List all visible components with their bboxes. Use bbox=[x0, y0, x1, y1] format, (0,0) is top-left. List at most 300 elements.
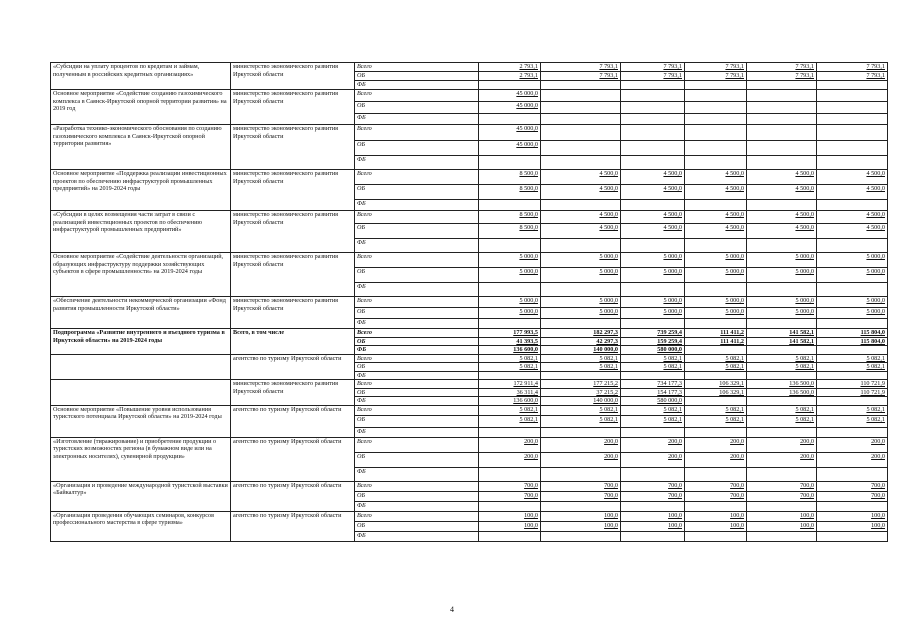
amount-cell bbox=[747, 371, 817, 380]
amount-cell bbox=[621, 125, 685, 141]
amount-cell bbox=[479, 380, 541, 389]
amount-value: 5 082,1 bbox=[519, 363, 538, 370]
amount-cell bbox=[817, 308, 888, 319]
amount-cell bbox=[747, 253, 817, 268]
amount-value: 45 000,0 bbox=[516, 141, 538, 148]
amount-value: 7 793,1 bbox=[725, 72, 744, 79]
funding-source: ОБ bbox=[355, 388, 479, 397]
amount-value: 200,0 bbox=[524, 452, 538, 460]
amount-cell bbox=[747, 491, 817, 501]
amount-cell bbox=[541, 405, 621, 415]
amount-cell bbox=[621, 90, 685, 102]
funding-source: Всего bbox=[355, 511, 479, 521]
amount-cell bbox=[479, 452, 541, 467]
amount-value: 5 082,1 bbox=[599, 363, 618, 370]
amount-cell bbox=[747, 63, 817, 72]
amount-value: 5 000,0 bbox=[866, 268, 885, 275]
amount-value: 700,0 bbox=[604, 491, 618, 499]
table-row bbox=[51, 211, 888, 224]
amount-value: 5 082,1 bbox=[663, 363, 682, 370]
amount-cell bbox=[747, 211, 817, 224]
amount-cell bbox=[747, 531, 817, 541]
activity-description: Подпрограмма «Развитие внутреннего и въездного туризма в Иркутской области» на 2019-2024 годы bbox=[51, 329, 231, 355]
activity-description bbox=[51, 380, 231, 406]
amount-cell bbox=[621, 268, 685, 283]
amount-cell bbox=[747, 308, 817, 319]
amount-cell bbox=[817, 467, 888, 481]
amount-cell bbox=[541, 380, 621, 389]
funding-source: ФБ bbox=[355, 371, 479, 380]
amount-cell bbox=[747, 283, 817, 297]
amount-value: 5 082,1 bbox=[795, 363, 814, 370]
amount-value: 140 000,0 bbox=[593, 397, 618, 404]
amount-value: 106 329,1 bbox=[719, 380, 744, 387]
amount-cell bbox=[747, 141, 817, 156]
amount-cell bbox=[685, 170, 747, 185]
amount-cell bbox=[479, 170, 541, 185]
amount-value: 136 500,0 bbox=[789, 380, 814, 387]
funding-source: Всего bbox=[355, 63, 479, 72]
amount-cell bbox=[621, 501, 685, 511]
funding-source: ОБ bbox=[355, 102, 479, 114]
table-row bbox=[51, 380, 888, 389]
amount-cell bbox=[685, 211, 747, 224]
amount-cell bbox=[621, 346, 685, 355]
amount-cell bbox=[621, 239, 685, 253]
amount-cell bbox=[479, 268, 541, 283]
amount-cell bbox=[685, 114, 747, 125]
amount-value: 5 082,1 bbox=[663, 415, 682, 423]
amount-cell bbox=[685, 90, 747, 102]
amount-value: 111 411,2 bbox=[720, 329, 744, 336]
funding-source: ОБ bbox=[355, 72, 479, 81]
amount-cell bbox=[817, 211, 888, 224]
amount-value: 2 793,1 bbox=[519, 63, 538, 70]
amount-value: 100,0 bbox=[604, 521, 618, 529]
amount-cell bbox=[817, 141, 888, 156]
amount-value: 136 500,0 bbox=[789, 388, 814, 396]
amount-value: 177 993,5 bbox=[513, 329, 538, 336]
amount-value: 4 500,0 bbox=[725, 211, 744, 218]
amount-cell bbox=[747, 511, 817, 521]
amount-value: 37 215,2 bbox=[596, 388, 618, 396]
amount-cell bbox=[817, 156, 888, 170]
funding-source: Всего bbox=[355, 211, 479, 224]
amount-value: 110 721,9 bbox=[860, 380, 885, 387]
amount-value: 5 082,1 bbox=[725, 354, 744, 362]
amount-value: 182 297,3 bbox=[593, 329, 618, 336]
activity-description: Основное мероприятие «Поддержка реализации инвестиционных проектов по обеспечению инфраструктурой промышленных предприятий» на 2019-2024 годы bbox=[51, 170, 231, 211]
amount-cell bbox=[817, 72, 888, 81]
funding-source: Всего bbox=[355, 125, 479, 141]
amount-value: 4 500,0 bbox=[663, 170, 682, 177]
amount-cell bbox=[685, 125, 747, 141]
amount-cell bbox=[621, 491, 685, 501]
responsible-executor: министерство экономического развития Иркутской области bbox=[231, 253, 355, 297]
funding-source: Всего bbox=[355, 297, 479, 308]
amount-value: 2 793,1 bbox=[519, 72, 538, 79]
amount-value: 734 177,3 bbox=[657, 380, 682, 387]
amount-cell bbox=[747, 388, 817, 397]
amount-cell bbox=[817, 268, 888, 283]
amount-cell bbox=[479, 253, 541, 268]
amount-cell bbox=[621, 224, 685, 239]
amount-cell bbox=[817, 102, 888, 114]
amount-value: 200,0 bbox=[730, 437, 744, 445]
responsible-executor: Всего, в том числе bbox=[231, 329, 355, 355]
amount-value: 5 082,1 bbox=[725, 415, 744, 423]
amount-cell bbox=[817, 90, 888, 102]
responsible-executor: министерство экономического развития Иркутской области bbox=[231, 211, 355, 253]
amount-value: 700,0 bbox=[668, 481, 682, 489]
amount-value: 4 500,0 bbox=[795, 170, 814, 177]
amount-cell bbox=[747, 200, 817, 211]
responsible-executor: министерство экономического развития Иркутской области bbox=[231, 63, 355, 90]
amount-cell bbox=[541, 81, 621, 90]
funding-source: ОБ bbox=[355, 452, 479, 467]
amount-cell bbox=[817, 371, 888, 380]
amount-cell bbox=[541, 437, 621, 452]
amount-cell bbox=[685, 405, 747, 415]
amount-cell bbox=[479, 346, 541, 355]
amount-cell bbox=[747, 81, 817, 90]
amount-value: 140 000,0 bbox=[593, 346, 618, 353]
funding-source: ФБ bbox=[355, 467, 479, 481]
amount-cell bbox=[479, 141, 541, 156]
amount-cell bbox=[621, 102, 685, 114]
amount-cell bbox=[817, 297, 888, 308]
amount-cell bbox=[541, 467, 621, 481]
activity-description: «Обеспечение деятельности некоммерческой организации «Фонд развития промышленности Иркутской области» bbox=[51, 297, 231, 329]
amount-value: 5 000,0 bbox=[599, 297, 618, 304]
amount-cell bbox=[817, 511, 888, 521]
amount-cell bbox=[541, 491, 621, 501]
amount-cell bbox=[621, 452, 685, 467]
amount-cell bbox=[817, 81, 888, 90]
amount-cell bbox=[817, 114, 888, 125]
amount-cell bbox=[541, 427, 621, 437]
amount-cell bbox=[479, 397, 541, 406]
amount-value: 5 000,0 bbox=[866, 308, 885, 315]
amount-cell bbox=[479, 239, 541, 253]
amount-cell bbox=[747, 452, 817, 467]
amount-cell bbox=[541, 501, 621, 511]
amount-cell bbox=[541, 268, 621, 283]
amount-cell bbox=[817, 125, 888, 141]
table-row bbox=[51, 297, 888, 308]
amount-cell bbox=[817, 363, 888, 372]
amount-cell bbox=[541, 72, 621, 81]
amount-cell bbox=[747, 437, 817, 452]
amount-cell bbox=[541, 521, 621, 531]
amount-cell bbox=[817, 200, 888, 211]
amount-cell bbox=[685, 253, 747, 268]
amount-value: 5 000,0 bbox=[866, 253, 885, 260]
amount-cell bbox=[479, 90, 541, 102]
amount-value: 700,0 bbox=[730, 491, 744, 499]
amount-cell bbox=[747, 405, 817, 415]
amount-value: 5 000,0 bbox=[599, 268, 618, 275]
amount-cell bbox=[479, 156, 541, 170]
activity-description: «Субсидии на уплату процентов по кредитам и займам, полученным в российских кредитных организациях» bbox=[51, 63, 231, 90]
amount-cell bbox=[747, 380, 817, 389]
amount-value: 8 500,0 bbox=[519, 170, 538, 177]
funding-source: ОБ bbox=[355, 141, 479, 156]
amount-value: 4 500,0 bbox=[795, 185, 814, 192]
amount-value: 5 082,1 bbox=[795, 415, 814, 423]
amount-cell bbox=[685, 268, 747, 283]
funding-source: ОБ bbox=[355, 224, 479, 239]
amount-value: 7 793,1 bbox=[866, 63, 885, 70]
amount-value: 5 000,0 bbox=[519, 297, 538, 304]
amount-cell bbox=[541, 297, 621, 308]
amount-cell bbox=[541, 415, 621, 427]
responsible-executor: министерство экономического развития Иркутской области bbox=[231, 380, 355, 406]
amount-cell bbox=[817, 491, 888, 501]
amount-value: 5 082,1 bbox=[795, 354, 814, 362]
amount-cell bbox=[479, 467, 541, 481]
amount-cell bbox=[817, 437, 888, 452]
amount-cell bbox=[621, 437, 685, 452]
amount-value: 5 082,1 bbox=[866, 363, 885, 370]
amount-value: 700,0 bbox=[730, 481, 744, 489]
amount-value: 4 500,0 bbox=[599, 185, 618, 192]
amount-cell bbox=[541, 481, 621, 491]
amount-value: 5 000,0 bbox=[795, 253, 814, 260]
amount-value: 5 082,1 bbox=[866, 415, 885, 423]
amount-cell bbox=[685, 297, 747, 308]
funding-source: ОБ bbox=[355, 521, 479, 531]
amount-cell bbox=[621, 114, 685, 125]
amount-value: 5 082,1 bbox=[599, 415, 618, 423]
amount-cell bbox=[817, 531, 888, 541]
funding-source: Всего bbox=[355, 354, 479, 363]
funding-source: ФБ bbox=[355, 531, 479, 541]
amount-value: 7 793,1 bbox=[663, 72, 682, 79]
amount-value: 5 082,1 bbox=[725, 363, 744, 370]
amount-value: 5 082,1 bbox=[866, 354, 885, 362]
amount-value: 700,0 bbox=[524, 481, 538, 489]
amount-value: 7 793,1 bbox=[866, 72, 885, 79]
amount-value: 4 500,0 bbox=[725, 224, 744, 231]
budget-table bbox=[50, 62, 888, 542]
amount-value: 7 793,1 bbox=[795, 72, 814, 79]
amount-cell bbox=[479, 501, 541, 511]
funding-source: Всего bbox=[355, 329, 479, 338]
amount-value: 45 000,0 bbox=[516, 90, 538, 97]
funding-source: ФБ bbox=[355, 114, 479, 125]
funding-source: ФБ bbox=[355, 81, 479, 90]
amount-value: 200,0 bbox=[668, 452, 682, 460]
amount-value: 5 000,0 bbox=[599, 253, 618, 260]
amount-value: 200,0 bbox=[604, 437, 618, 445]
amount-cell bbox=[817, 397, 888, 406]
amount-cell bbox=[479, 371, 541, 380]
amount-cell bbox=[479, 283, 541, 297]
amount-cell bbox=[541, 200, 621, 211]
funding-source: ФБ bbox=[355, 427, 479, 437]
funding-source: Всего bbox=[355, 481, 479, 491]
amount-cell bbox=[621, 467, 685, 481]
funding-source: ОБ bbox=[355, 268, 479, 283]
amount-cell bbox=[747, 329, 817, 338]
amount-value: 5 000,0 bbox=[795, 308, 814, 315]
amount-value: 100,0 bbox=[730, 521, 744, 529]
amount-value: 4 500,0 bbox=[663, 211, 682, 218]
amount-cell bbox=[685, 72, 747, 81]
amount-cell bbox=[479, 427, 541, 437]
amount-cell bbox=[541, 90, 621, 102]
amount-value: 41 393,5 bbox=[516, 337, 538, 345]
amount-cell bbox=[817, 354, 888, 363]
activity-description: «Организация и проведение международной туристской выставки «Байкалтур» bbox=[51, 481, 231, 511]
amount-value: 700,0 bbox=[524, 491, 538, 499]
funding-source: ОБ bbox=[355, 337, 479, 346]
amount-value: 4 500,0 bbox=[599, 211, 618, 218]
amount-cell bbox=[541, 337, 621, 346]
amount-cell bbox=[685, 427, 747, 437]
amount-value: 5 000,0 bbox=[866, 297, 885, 304]
amount-cell bbox=[817, 380, 888, 389]
amount-cell bbox=[621, 380, 685, 389]
amount-cell bbox=[817, 170, 888, 185]
amount-cell bbox=[817, 427, 888, 437]
amount-value: 100,0 bbox=[871, 511, 885, 519]
table-row bbox=[51, 481, 888, 491]
amount-value: 110 721,9 bbox=[860, 388, 885, 396]
funding-source: ОБ bbox=[355, 308, 479, 319]
funding-source: Всего bbox=[355, 380, 479, 389]
amount-cell bbox=[621, 170, 685, 185]
amount-value: 5 082,1 bbox=[519, 405, 538, 413]
amount-value: 5 082,1 bbox=[866, 405, 885, 413]
amount-cell bbox=[479, 511, 541, 521]
amount-cell bbox=[685, 531, 747, 541]
amount-cell bbox=[747, 224, 817, 239]
activity-description: Основное мероприятие «Содействие деятельности организаций, образующих инфраструктуру поддержки хозяйствующих субъектов в сфере промышленности» на 2019-2024 годы bbox=[51, 253, 231, 297]
table-row bbox=[51, 170, 888, 185]
amount-cell bbox=[817, 481, 888, 491]
amount-cell bbox=[541, 224, 621, 239]
amount-cell bbox=[621, 283, 685, 297]
activity-description: «Изготовление (тиражирование) и приобретение продукции о туристских возможностях региона (в бумажном виде или на электронных носителях), сувенирной продукции» bbox=[51, 437, 231, 481]
funding-source: Всего bbox=[355, 170, 479, 185]
amount-cell bbox=[621, 531, 685, 541]
funding-source: ФБ bbox=[355, 156, 479, 170]
amount-cell bbox=[479, 72, 541, 81]
amount-cell bbox=[479, 337, 541, 346]
amount-value: 5 000,0 bbox=[519, 308, 538, 315]
responsible-executor: министерство экономического развития Иркутской области bbox=[231, 125, 355, 170]
amount-cell bbox=[685, 415, 747, 427]
amount-cell bbox=[621, 72, 685, 81]
amount-value: 5 082,1 bbox=[663, 405, 682, 413]
amount-cell bbox=[541, 211, 621, 224]
amount-cell bbox=[747, 363, 817, 372]
amount-cell bbox=[541, 156, 621, 170]
amount-cell bbox=[621, 521, 685, 531]
amount-cell bbox=[747, 72, 817, 81]
amount-value: 5 000,0 bbox=[725, 297, 744, 304]
amount-cell bbox=[541, 371, 621, 380]
amount-value: 100,0 bbox=[730, 511, 744, 519]
amount-value: 45 000,0 bbox=[516, 125, 538, 132]
amount-cell bbox=[541, 511, 621, 521]
table-row bbox=[51, 405, 888, 415]
amount-cell bbox=[479, 211, 541, 224]
amount-cell bbox=[685, 452, 747, 467]
amount-cell bbox=[747, 90, 817, 102]
amount-cell bbox=[685, 491, 747, 501]
amount-value: 4 500,0 bbox=[866, 185, 885, 192]
amount-cell bbox=[621, 200, 685, 211]
amount-cell bbox=[541, 397, 621, 406]
amount-cell bbox=[621, 185, 685, 200]
amount-cell bbox=[621, 415, 685, 427]
amount-cell bbox=[747, 156, 817, 170]
amount-value: 5 000,0 bbox=[725, 268, 744, 275]
amount-cell bbox=[747, 170, 817, 185]
amount-cell bbox=[817, 405, 888, 415]
amount-value: 200,0 bbox=[668, 437, 682, 445]
amount-cell bbox=[747, 427, 817, 437]
amount-cell bbox=[817, 63, 888, 72]
amount-cell bbox=[541, 319, 621, 329]
amount-cell bbox=[685, 283, 747, 297]
amount-value: 4 500,0 bbox=[725, 170, 744, 177]
amount-cell bbox=[685, 337, 747, 346]
amount-cell bbox=[541, 354, 621, 363]
amount-value: 141 582,1 bbox=[789, 329, 814, 336]
responsible-executor: министерство экономического развития Иркутской области bbox=[231, 90, 355, 125]
amount-value: 100,0 bbox=[871, 521, 885, 529]
amount-cell bbox=[541, 452, 621, 467]
amount-cell bbox=[621, 363, 685, 372]
amount-cell bbox=[817, 521, 888, 531]
table-row bbox=[51, 90, 888, 102]
amount-cell bbox=[747, 114, 817, 125]
amount-cell bbox=[685, 388, 747, 397]
amount-value: 100,0 bbox=[800, 521, 814, 529]
amount-cell bbox=[479, 114, 541, 125]
funding-source: ФБ bbox=[355, 200, 479, 211]
amount-value: 200,0 bbox=[871, 452, 885, 460]
amount-cell bbox=[541, 346, 621, 355]
amount-value: 45 000,0 bbox=[516, 102, 538, 109]
amount-cell bbox=[621, 511, 685, 521]
amount-cell bbox=[479, 415, 541, 427]
amount-value: 580 000,0 bbox=[657, 397, 682, 404]
amount-value: 4 500,0 bbox=[866, 211, 885, 218]
amount-value: 5 082,1 bbox=[519, 415, 538, 423]
amount-value: 4 500,0 bbox=[663, 224, 682, 231]
amount-cell bbox=[541, 283, 621, 297]
amount-cell bbox=[685, 371, 747, 380]
amount-cell bbox=[621, 371, 685, 380]
amount-value: 100,0 bbox=[524, 511, 538, 519]
amount-cell bbox=[541, 253, 621, 268]
amount-value: 5 000,0 bbox=[663, 297, 682, 304]
amount-cell bbox=[541, 141, 621, 156]
funding-source: ФБ bbox=[355, 397, 479, 406]
amount-cell bbox=[541, 102, 621, 114]
table-row bbox=[51, 253, 888, 268]
amount-cell bbox=[479, 388, 541, 397]
amount-cell bbox=[621, 329, 685, 338]
table-row bbox=[51, 354, 888, 363]
amount-cell bbox=[685, 380, 747, 389]
amount-value: 36 311,4 bbox=[516, 388, 538, 396]
